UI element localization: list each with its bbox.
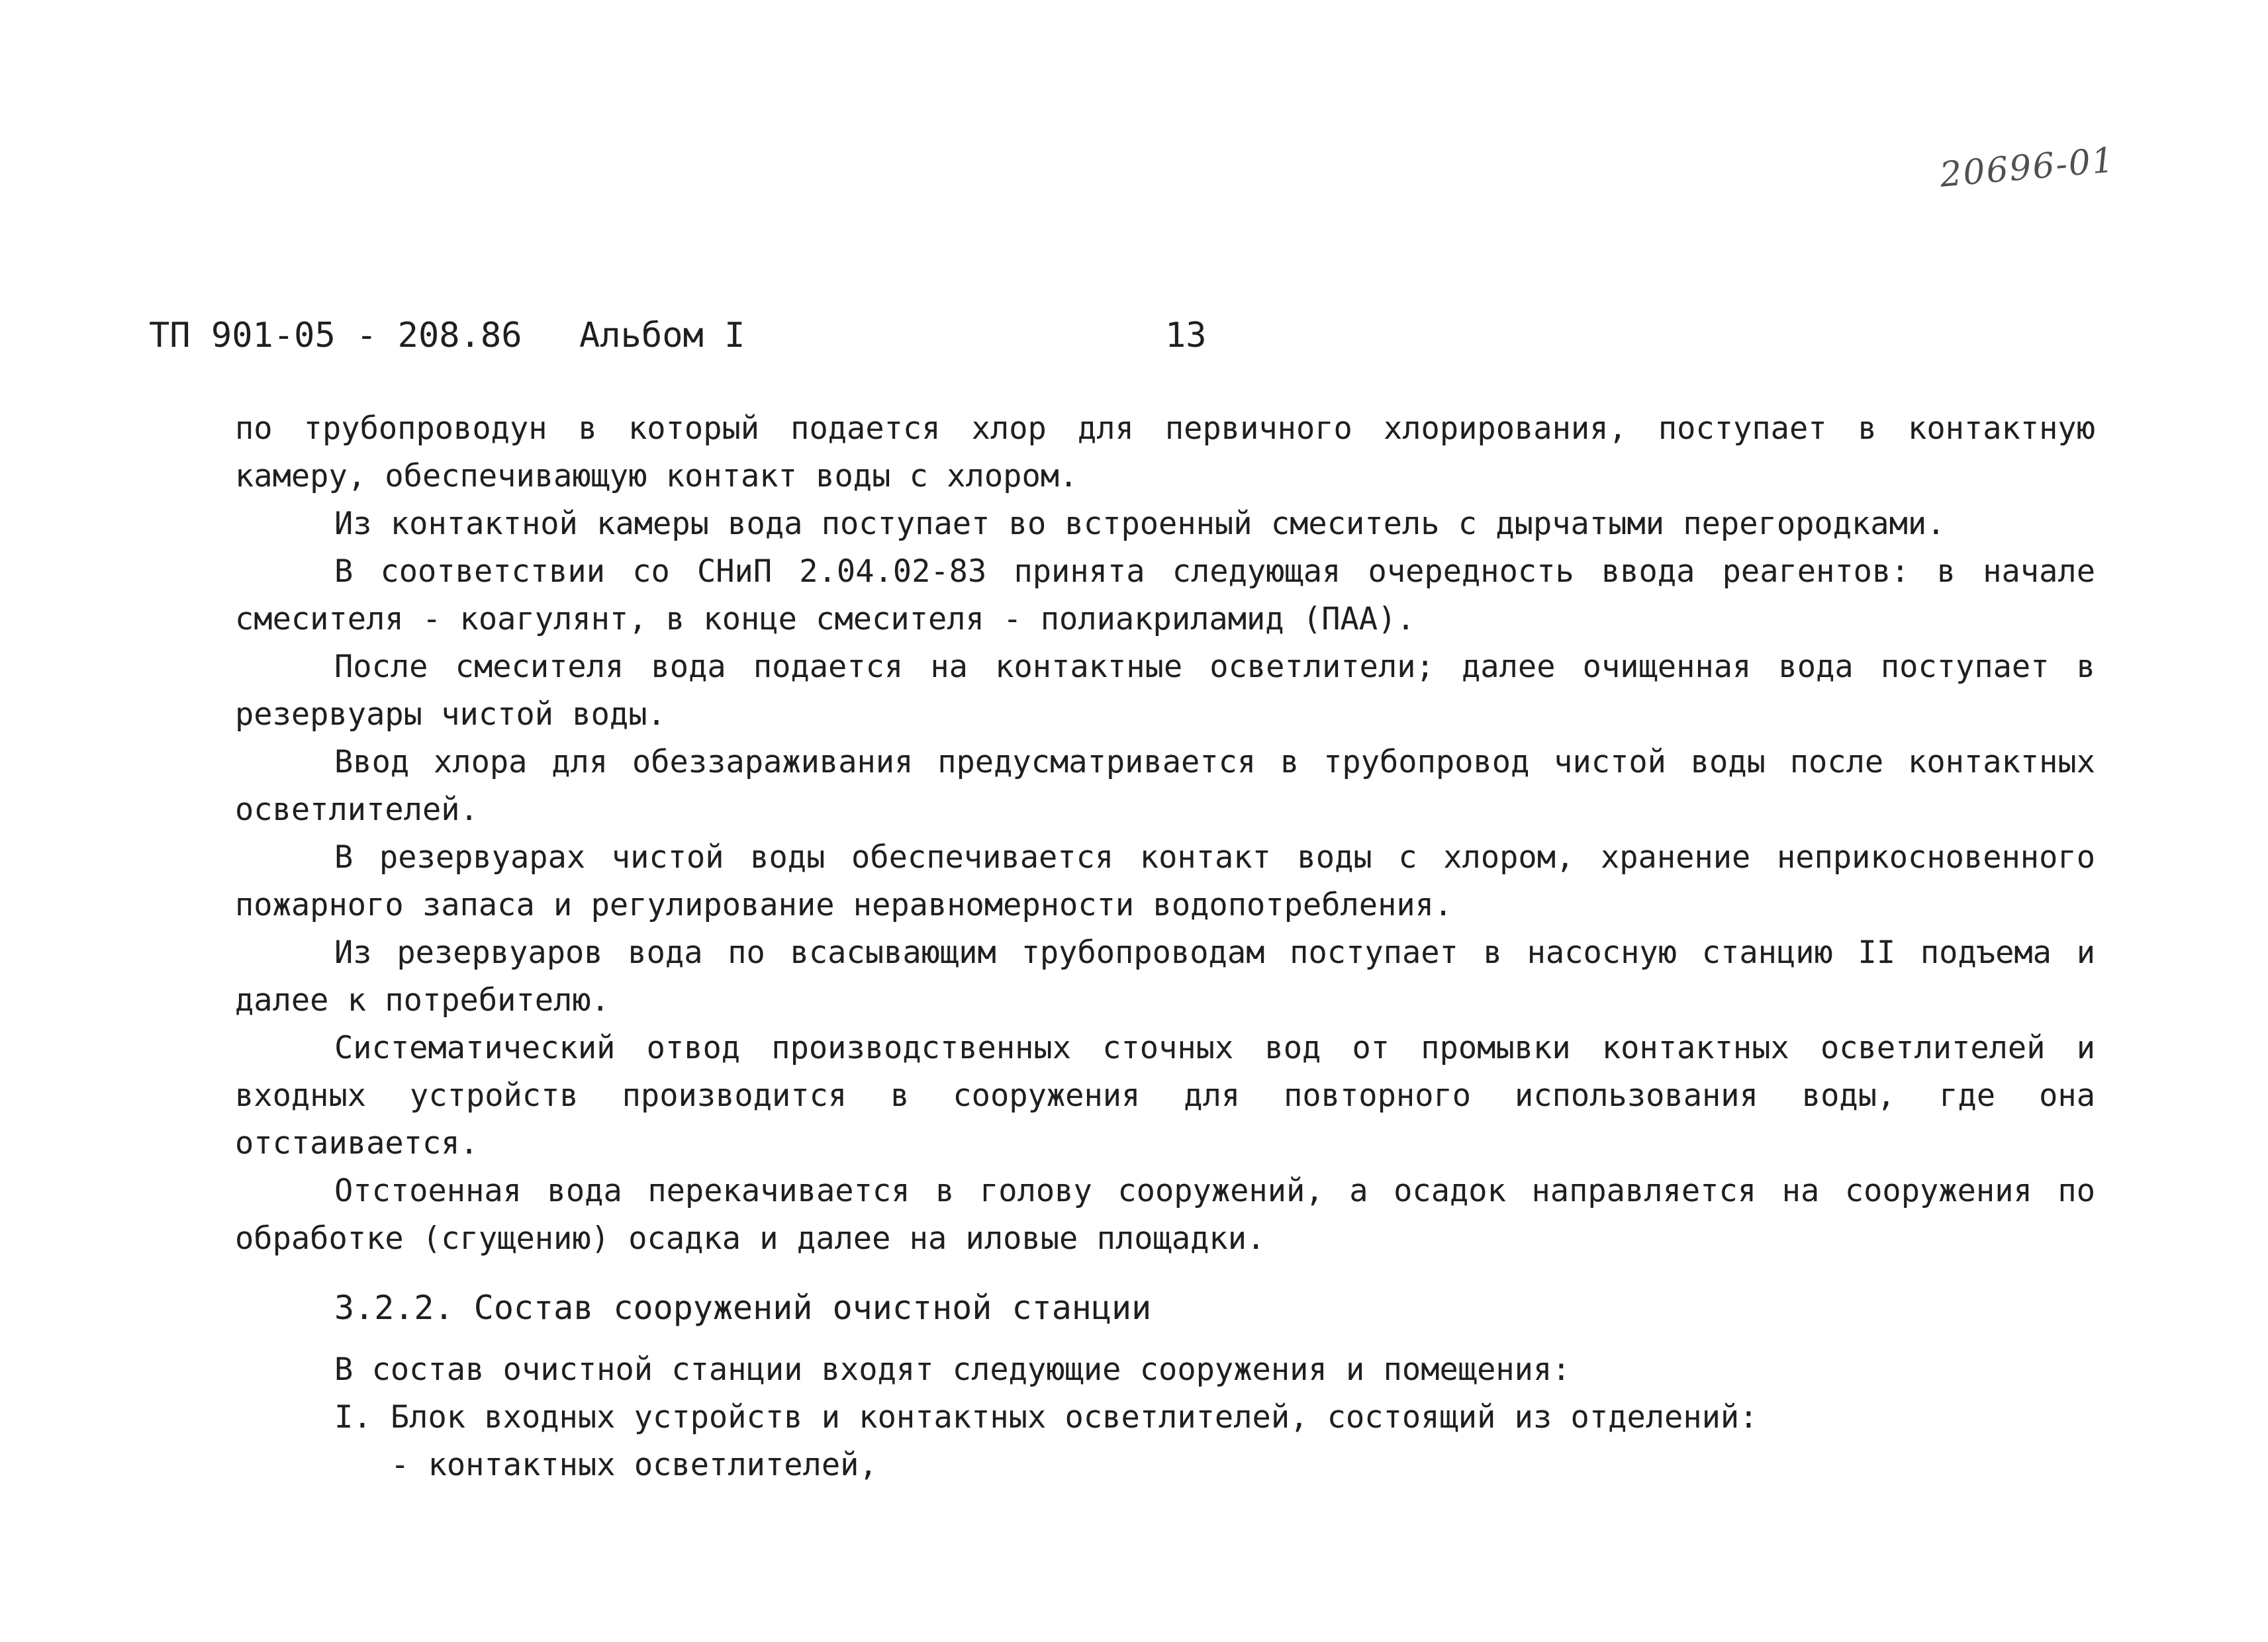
document-body	[235, 405, 2095, 1489]
page-header	[149, 312, 1274, 359]
handwritten-archive-number: 20696-01	[1938, 140, 2117, 195]
paragraph: Отстоенная вода перекачивается в голову сооружений, а осадок направляется на сооружения по обработке (сгущению) осадка и далее на иловые площадки.	[235, 1173, 2095, 1257]
paragraph: Ввод хлора для обеззараживания предусматривается в трубопровод чистой воды после контактных осветлителей.	[235, 744, 2095, 828]
sub-list-item: - контактных осветлителей,	[391, 1447, 878, 1483]
paragraph: В резервуарах чистой воды обеспечивается контакт воды с хлором, хранение неприкосновенного пожарного запаса и регулирование неравномерности водопотребления.	[235, 839, 2095, 923]
document-code: ТП 901-05 - 208.86	[149, 316, 522, 355]
page-number: 13	[1165, 316, 1207, 355]
paragraph: Из резервуаров вода по всасывающим трубопроводам поступает в насосную станцию II подъема и далее к потребителю.	[235, 935, 2095, 1019]
album-label: Альбом I	[579, 316, 745, 355]
paragraph-continuation: по трубопроводун в который подается хлор для первичного хлорирования, поступает в контактную камеру, обеспечивающую контакт воды с хлором.	[235, 410, 2095, 494]
paragraph: В соответствии со СНиП 2.04.02-83 принята следующая очередность ввода реагентов: в начале смесителя - коагулянт, в конце смесителя - полиакриламид (ПАА).	[235, 553, 2095, 637]
list-item: I. Блок входных устройств и контактных осветлителей, состоящий из отделений:	[334, 1399, 1758, 1436]
paragraph: Систематический отвод производственных сточных вод от промывки контактных осветлителей и входных устройств производится в сооружения для повторного использования воды, где она отстаивается.	[235, 1030, 2095, 1162]
section-heading: 3.2.2. Состав сооружений очистной станции	[334, 1289, 1152, 1327]
section-intro: В состав очистной станции входят следующие сооружения и помещения:	[334, 1351, 1571, 1388]
paragraph: После смесителя вода подается на контактные осветлители; далее очищенная вода поступает в резервуары чистой воды.	[235, 649, 2095, 733]
paragraph: Из контактной камеры вода поступает во встроенный смеситель с дырчатыми перегородками.	[334, 506, 1946, 542]
